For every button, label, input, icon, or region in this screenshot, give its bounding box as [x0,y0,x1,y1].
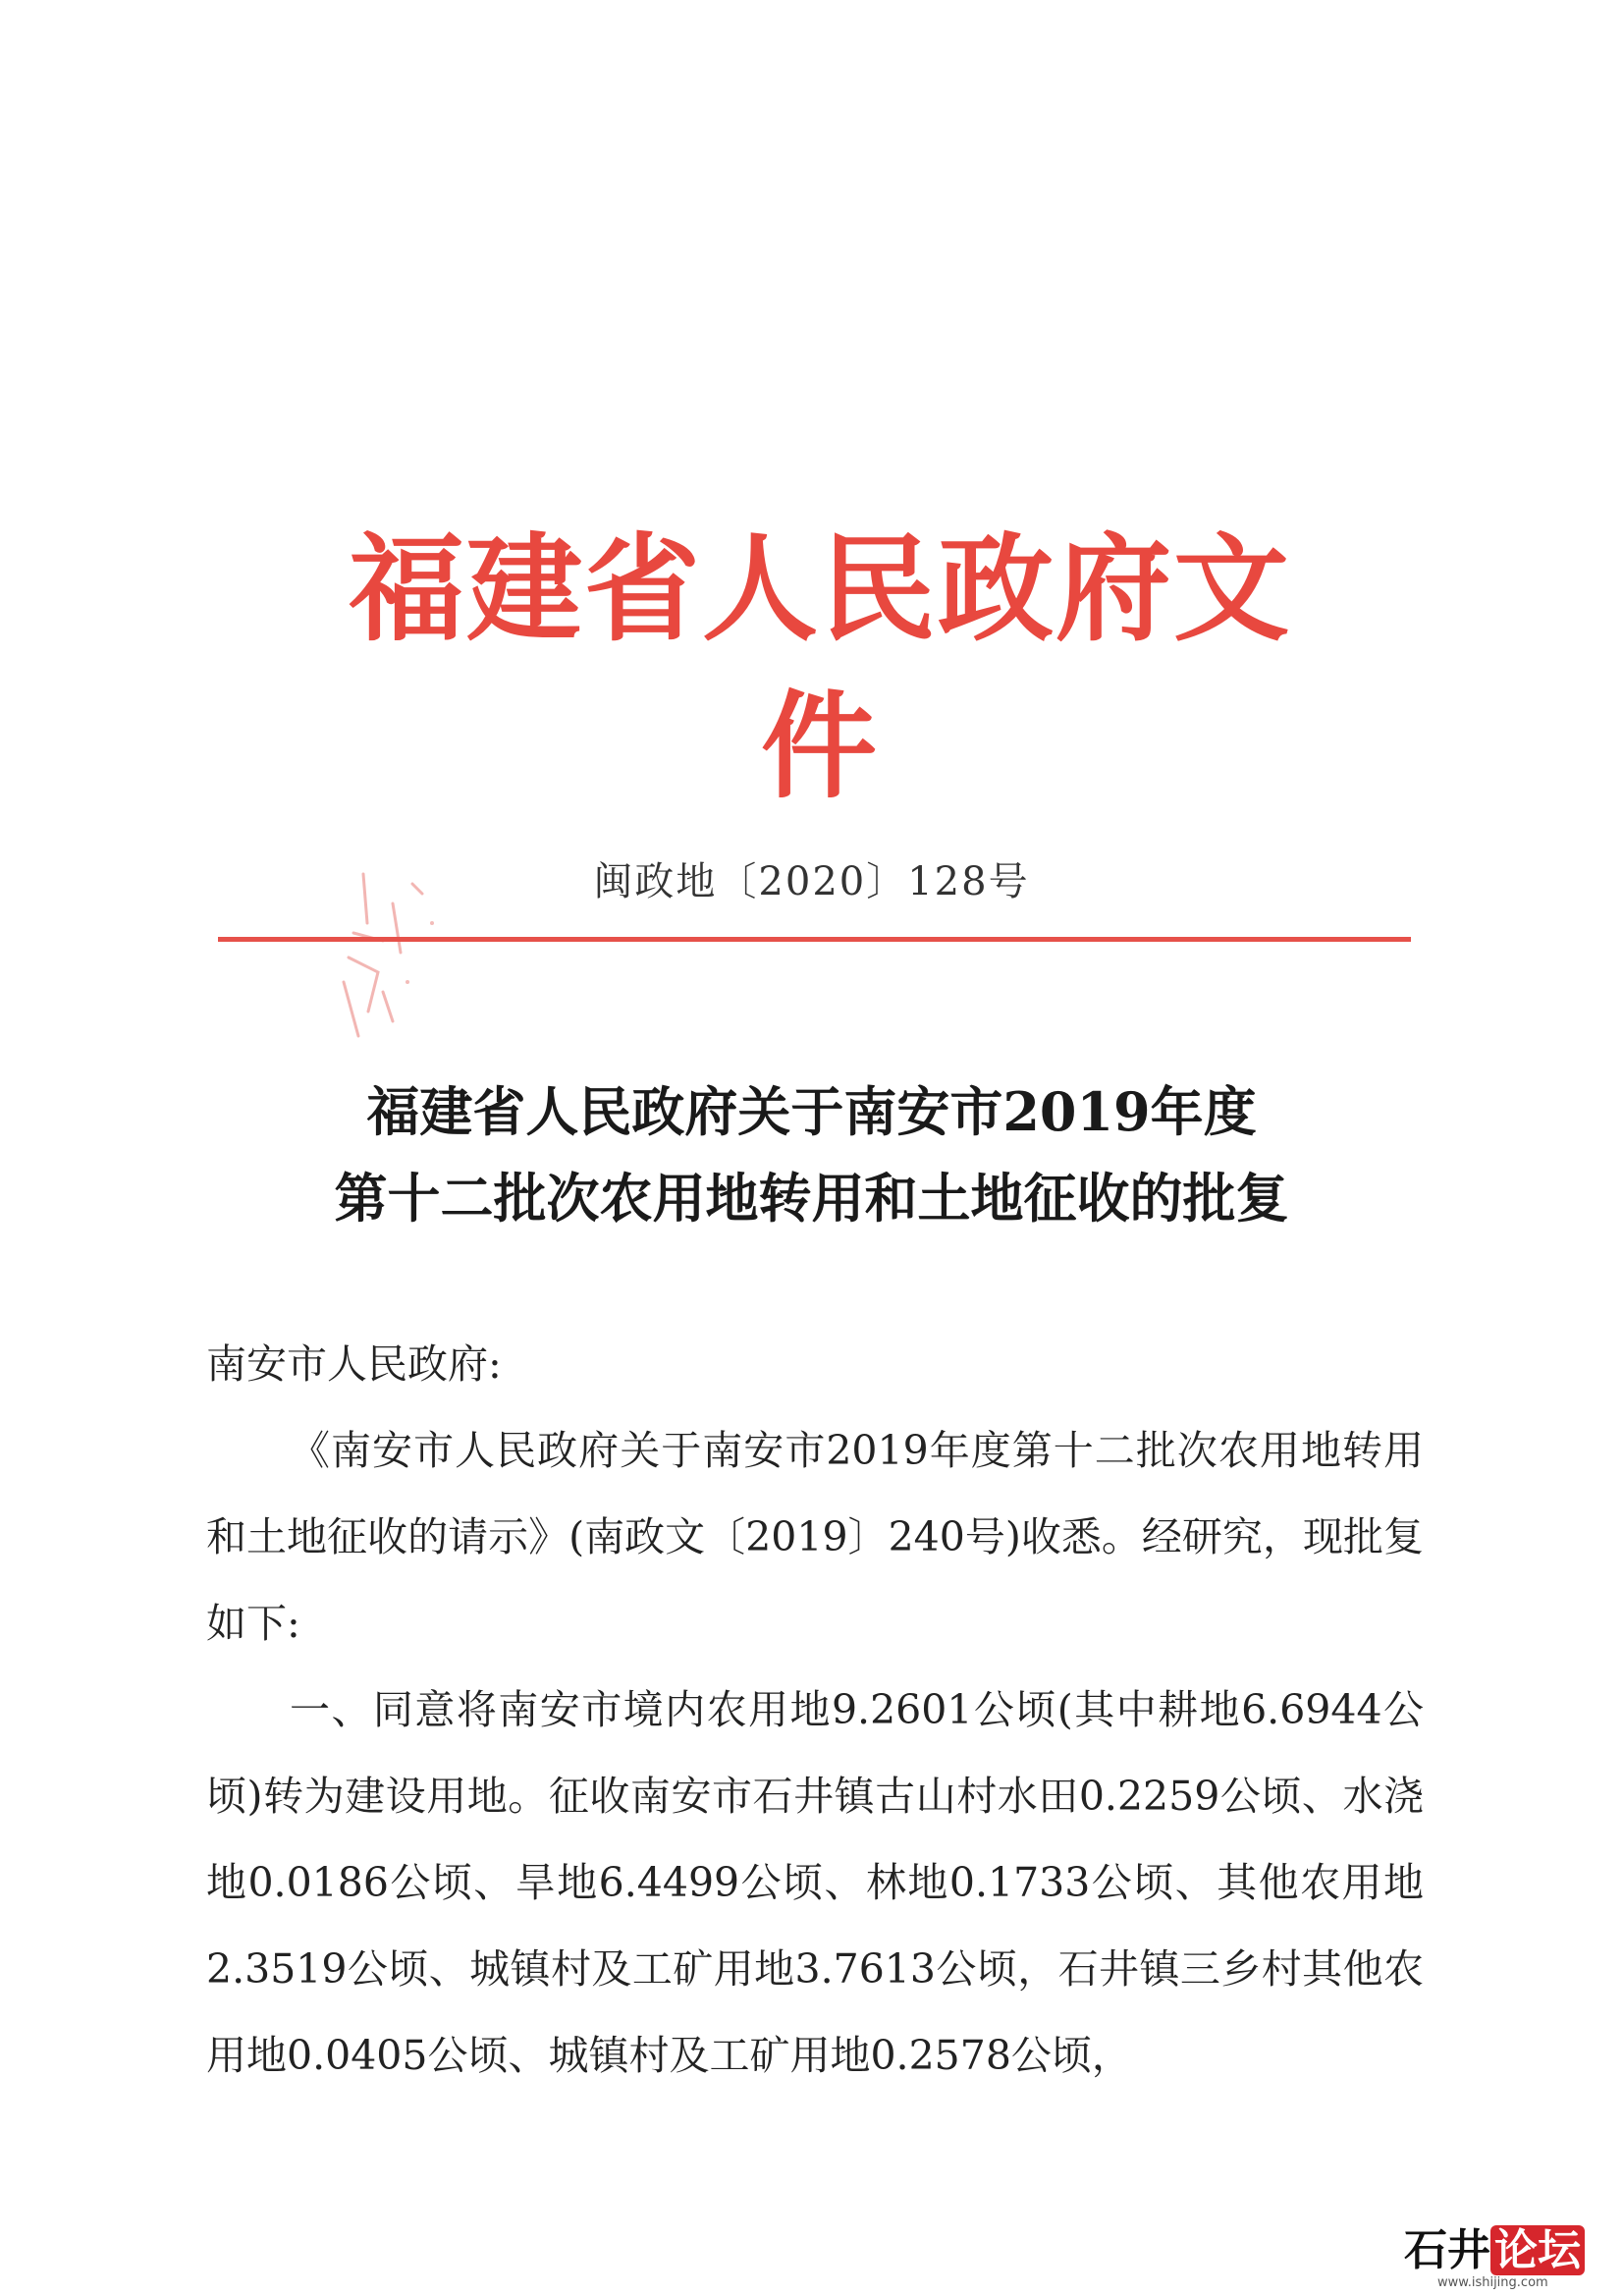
body-paragraph-2: 一、同意将南安市境内农用地9.2601公顷(其中耕地6.6944公顷)转为建设用地。征收南安市石井镇古山村水田0.2259公顷、水浇地0.0186公顷、旱地6.4499公顷、林地0.1733公顷、其他农用地2.3519公顷、城镇村及工矿用地3.7613公顷，石井镇三乡村其他农用地0.0405公顷、城镇村及工矿用地0.2578公顷， [206,1686,1424,2079]
addressee: 南安市人民政府: [206,1340,502,1388]
document-number: 闽政地〔2020〕128号 [593,859,1030,904]
body-paragraph-1: 《南安市人民政府关于南安市2019年度第十二批次农用地转用和土地征收的请示》(南政文〔2019〕240号)收悉。经研究，现批复如下: [206,1427,1424,1647]
document-subject [196,1068,1427,1241]
watermark-text-1: 石井 [1404,2225,1490,2275]
site-watermark [1404,2225,1615,2292]
watermark-logo [1404,2225,1585,2276]
red-separator-line [218,937,1411,942]
watermark-text-2: 论坛 [1490,2225,1585,2275]
document-body [206,1321,1424,2099]
watermark-url: www.ishijing.com [1437,2275,1548,2290]
subject-line-2: 第十二批次农用地转用和土地征收的批复 [334,1167,1289,1230]
document-header-title: 福建省人民政府文件 [348,520,1291,814]
subject-line-1: 福建省人民政府关于南安市2019年度 [366,1080,1257,1143]
